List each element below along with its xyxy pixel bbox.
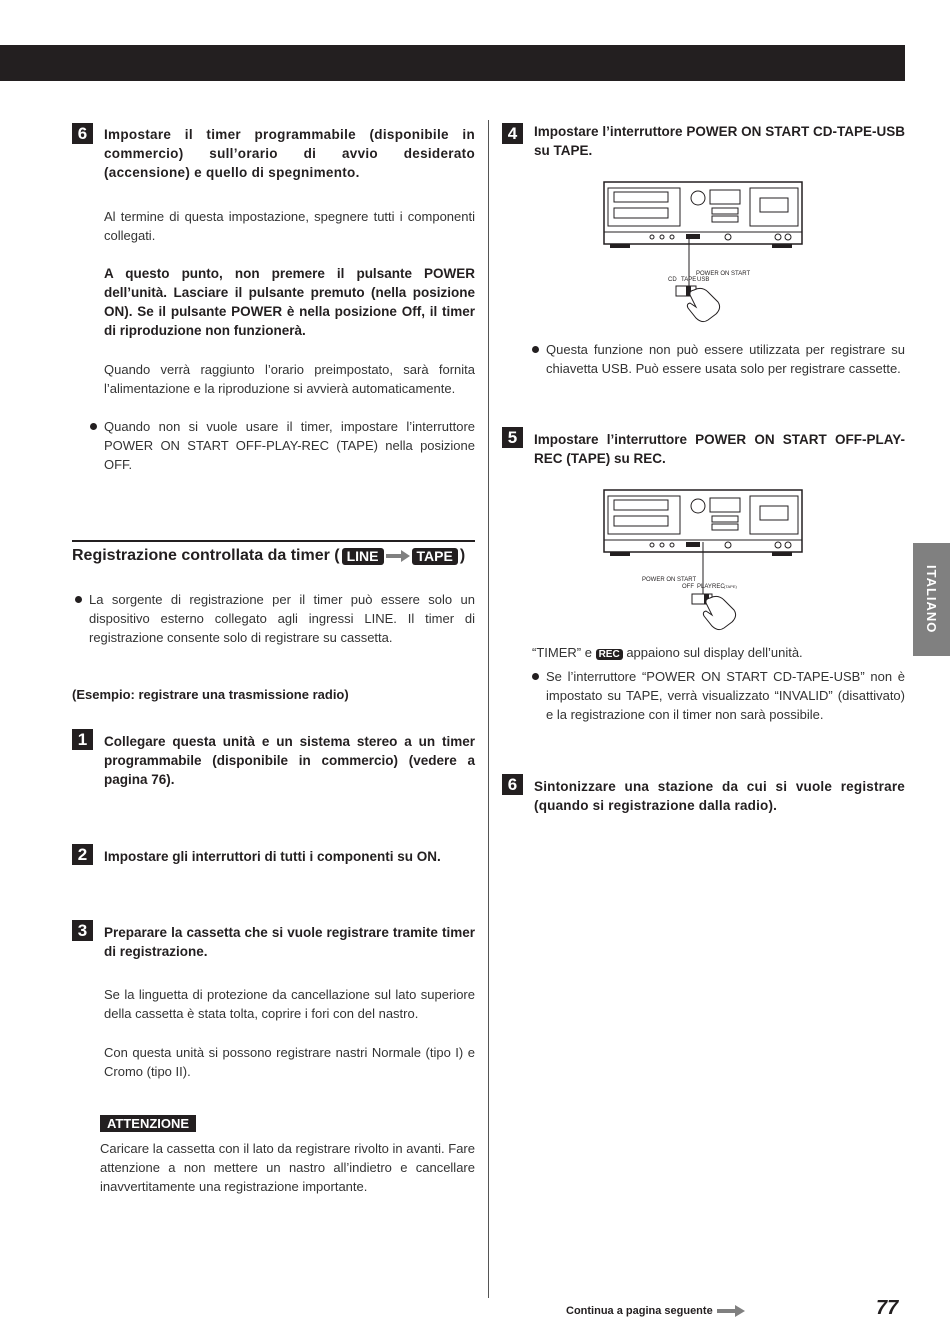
rec-chip: REC xyxy=(596,649,623,660)
bullet-dot xyxy=(532,346,539,353)
step-6-paragraph-2: A questo punto, non premere il pulsante POWER dell’unità. Lasciare il pulsante premuto (nella posizione ON). Se il pulsante POWER è nella posizione Off, il timer di riproduzione non funzionerà. xyxy=(104,266,475,338)
fig5-tape-note: (TAPE) xyxy=(724,584,737,589)
step-4-bullet xyxy=(532,340,905,378)
step-1-title: Collegare questa unità e un sistema stereo a un timer programmabile (disponibile in commercio) (vedere a pagina 76). xyxy=(104,734,475,787)
section-title-close: ) xyxy=(459,547,466,564)
step-5-bullet-text: Se l’interruttore “POWER ON START CD-TAPE-USB” non è impostato su TAPE, verrà visualizzato “INVALID” (disattivato) e la registrazione con il timer non sarà possibile. xyxy=(546,669,905,722)
step-4-number: 4 xyxy=(502,123,523,144)
fig4-option-2: TAPE xyxy=(681,277,697,283)
step-1-number: 1 xyxy=(72,729,93,750)
step-6-right-title: Sintonizzare una stazione da cui si vuole registrare (quando si registrazione dalla radio). xyxy=(534,779,905,813)
section-title xyxy=(72,540,475,565)
fig4-label: POWER ON START xyxy=(696,271,751,277)
bullet-dot xyxy=(90,423,97,430)
page-number: 77 xyxy=(876,1297,899,1319)
language-tab-label: ITALIANO xyxy=(924,565,939,634)
fig5-option-1: OFF xyxy=(682,584,694,590)
step-5-title: Impostare l’interruttore POWER ON START OFF-PLAY-REC (TAPE) su REC. xyxy=(534,432,905,466)
bullet-dot xyxy=(75,596,82,603)
step-6-number: 6 xyxy=(72,123,93,144)
section-bullet-text: La sorgente di registrazione per il timer può essere solo un dispositivo esterno collegato agli ingressi LINE. Il timer di registrazione consente solo di registrare su cassetta. xyxy=(89,592,475,645)
fig4-option-1: CD xyxy=(668,277,677,283)
step-6-paragraph-1: Al termine di questa impostazione, spegnere tutti i componenti collegati. xyxy=(104,209,475,243)
continue-text: Continua a pagina seguente xyxy=(566,1305,713,1317)
attention-text: Caricare la cassetta con il lato da registrare rivolto in avanti. Fare attenzione a non mettere un nastro all’indietro e cancellare inavvertitamente una registrazione importante. xyxy=(100,1141,475,1194)
fig5-option-3: REC xyxy=(712,584,725,590)
step-4-bullet-text: Questa funzione non può essere utilizzata per registrare su chiavetta USB. Può essere usata solo per registrare cassette. xyxy=(546,342,905,376)
step-2-title: Impostare gli interruttori di tutti i componenti su ON. xyxy=(104,849,441,864)
bullet-dot xyxy=(532,673,539,680)
deck-illustration-off-play-rec xyxy=(600,486,810,636)
step-2-number: 2 xyxy=(72,844,93,865)
display-note xyxy=(532,643,905,664)
language-tab[interactable] xyxy=(913,543,950,656)
step-6-title: Impostare il timer programmabile (disponibile in commercio) sull’orario di avvio desiderato (accensione) e quello di spegnimento. xyxy=(104,127,475,180)
continue-link[interactable] xyxy=(566,1305,745,1317)
display-note-pre: “TIMER” e xyxy=(532,645,592,660)
fig4-option-3: USB xyxy=(697,277,710,283)
section-bullet xyxy=(75,590,475,647)
attention-label: ATTENZIONE xyxy=(100,1115,196,1132)
header-bar xyxy=(0,45,905,81)
step-5-bullet xyxy=(532,667,905,724)
step-3-number: 3 xyxy=(72,920,93,941)
step-6-paragraph-3: Quando verrà raggiunto l’orario preimpostato, sarà fornita l’alimentazione e la riproduzione si avvierà automaticamente. xyxy=(104,362,475,396)
step-6-bullet xyxy=(90,417,475,474)
section-title-text: Registrazione controllata da timer ( xyxy=(72,547,340,564)
fig5-label: POWER ON START xyxy=(642,577,697,583)
step-3-paragraph-1: Se la linguetta di protezione da cancellazione sul lato superiore della cassetta è stata tolta, coprire i fori con del nastro. xyxy=(104,987,475,1021)
step-6-bullet-text: Quando non si vuole usare il timer, impostare l’interruttore POWER ON START OFF-PLAY-REC (TAPE) nella posizione OFF. xyxy=(104,419,475,472)
display-note-post: appaiono sul display dell’unità. xyxy=(626,645,803,660)
tape-chip: TAPE xyxy=(412,548,458,565)
arrow-right-icon xyxy=(386,550,410,562)
arrow-right-icon xyxy=(717,1305,745,1317)
line-chip: LINE xyxy=(342,548,384,565)
deck-illustration-cd-tape-usb xyxy=(600,178,810,328)
step-3-title: Preparare la cassetta che si vuole registrare tramite timer di registrazione. xyxy=(104,925,475,959)
example-heading: (Esempio: registrare una trasmissione radio) xyxy=(72,687,349,702)
step-5-number: 5 xyxy=(502,427,523,448)
step-6-right-number: 6 xyxy=(502,774,523,795)
step-4-title: Impostare l’interruttore POWER ON START CD-TAPE-USB su TAPE. xyxy=(534,124,905,158)
step-3-paragraph-2: Con questa unità si possono registrare nastri Normale (tipo I) e Cromo (tipo II). xyxy=(104,1045,475,1079)
column-divider xyxy=(488,120,489,1298)
fig5-option-2: PLAY xyxy=(697,584,712,590)
